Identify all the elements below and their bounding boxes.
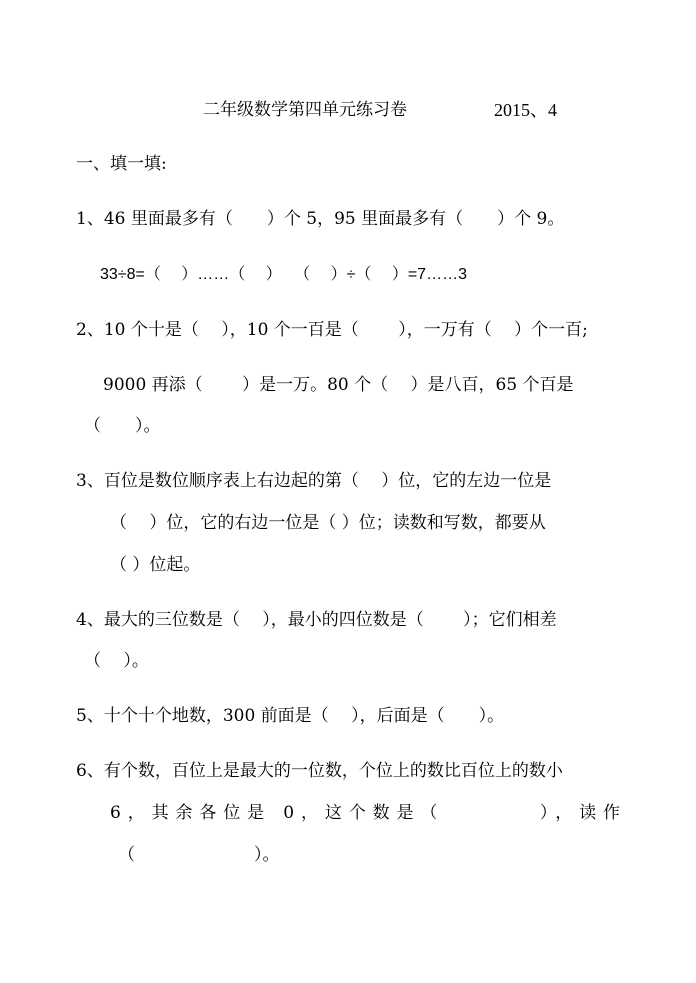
question-6-line-3: （ ）。 (118, 845, 280, 865)
section-heading: 一、填一填: (76, 154, 167, 174)
question-1-line-1: 1、46 里面最多有（ ）个 5，95 里面最多有（ ）个 9。 (76, 209, 565, 229)
worksheet-title: 二年级数学第四单元练习卷 (203, 100, 407, 120)
question-3-line-3: （ ）位起。 (110, 555, 201, 575)
question-4-line-2: （ ）。 (84, 651, 149, 671)
question-1-line-2: 33÷8=（ ）……（ ） （ ）÷（ ）=7……3 (100, 266, 467, 283)
question-6-line-1: 6、有个数，百位上是最大的一位数，个位上的数比百位上的数小 (76, 761, 563, 781)
worksheet-date: 2015、4 (494, 100, 557, 120)
question-2-line-1: 2、10 个十是（ ），10 个一百是（ ），一万有（ ）个一百; (76, 320, 588, 340)
question-4-line-1: 4、最大的三位数是（ ），最小的四位数是（ ）；它们相差 (76, 610, 557, 630)
question-2-line-3: （ ）。 (84, 416, 161, 436)
question-5-line-1: 5、十个十个地数，300 前面是（ ），后面是（ ）。 (76, 706, 505, 726)
question-6-line-2: 6，其余各位是 0，这个数是（ ），读作 (110, 803, 620, 823)
question-3-line-2: （ ）位，它的右边一位是（ ）位；读数和写数，都要从 (110, 513, 546, 533)
question-3-line-1: 3、百位是数位顺序表上右边起的第（ ）位，它的左边一位是 (76, 471, 552, 491)
question-2-line-2: 9000 再添（ ）是一万。80 个（ ）是八百，65 个百是 (103, 375, 574, 395)
